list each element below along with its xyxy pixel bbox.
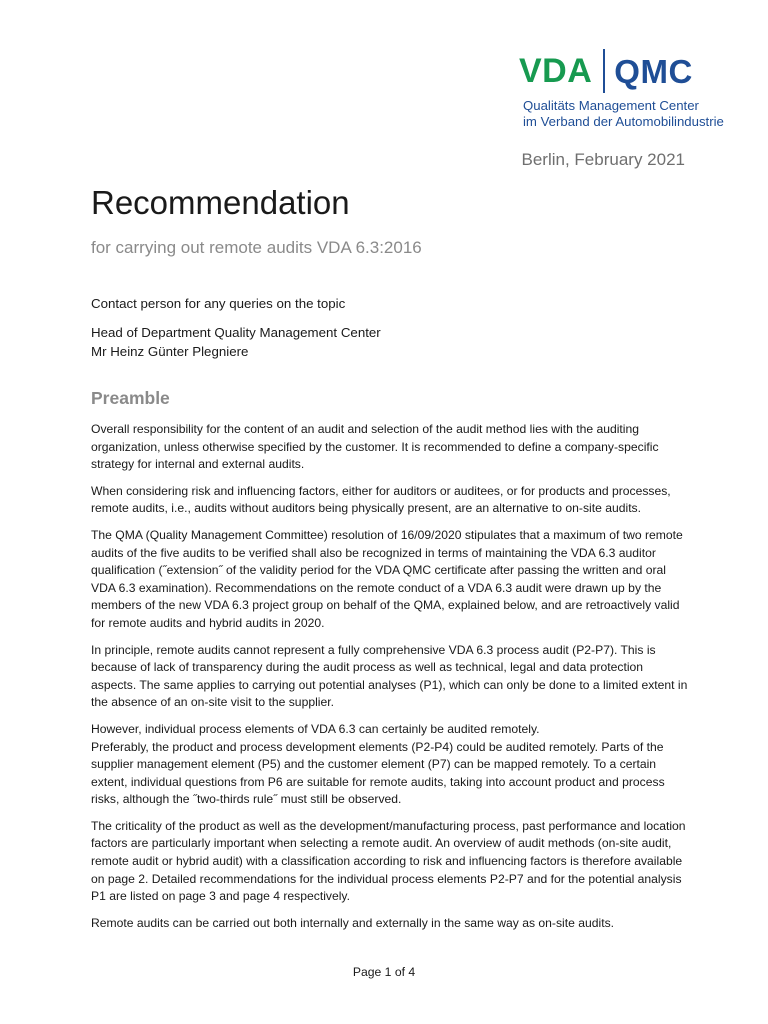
paragraph-line: However, individual process elements of VDA 6.3 can certainly be audited remotely. bbox=[91, 721, 540, 736]
paragraph: The criticality of the product as well as the development/manufacturing process, past performance and location factors are particularly important when selecting a remote audit. An overview of audit methods (on-site audit, remote audit or hybrid audit) with a classification according to risk and influencing factors is therefore available on page 2. Detailed recommendations for the individual process elements P2-P7 and for the potential analysis P1 are listed on page 3 and page 4 respectively. bbox=[91, 818, 686, 904]
paragraph: The QMA (Quality Management Committee) resolution of 16/09/2020 stipulates that a maximum of two remote audits of the five audits to be verified shall also be recognized in terms of maintaining the VDA 6.3 auditor qualification (˝extension˝ of the validity period for the VDA QMC certificate after passing the written and oral VDA 6.3 examination). Recommendations on the remote conduct of a VDA 6.3 audit were drawn up by the members of the new VDA 6.3 project group on behalf of the QMA, explained below, and are retroactively valid for remote audits and hybrid audits in 2020. bbox=[91, 527, 683, 630]
paragraph: In principle, remote audits cannot represent a fully comprehensive VDA 6.3 process audit (P2-P7). This is because of lack of transparency during the audit process as well as technical, legal and data protection aspects. The same applies to carrying out potential analyses (P1), which can only be done to a limited extent in the absence of an on-site visit to the supplier. bbox=[91, 642, 688, 710]
logo-wordmark bbox=[519, 48, 719, 94]
logo-divider bbox=[603, 49, 605, 93]
contact-role: Head of Department Quality Management Center bbox=[91, 325, 381, 340]
logo-vda-text: VDA bbox=[519, 52, 593, 90]
document-subtitle: for carrying out remote audits VDA 6.3:2016 bbox=[91, 238, 422, 257]
document-title: Recommendation bbox=[91, 184, 350, 221]
paragraph: When considering risk and influencing factors, either for auditors or auditees, or for products and processes, remote audits, i.e., audits without auditors being physically present, are an alternative to on-site audits. bbox=[91, 483, 671, 516]
paragraph: Remote audits can be carried out both internally and externally in the same way as on-site audits. bbox=[91, 915, 615, 930]
vda-qmc-logo bbox=[519, 48, 724, 130]
logo-subtitle-line2: im Verband der Automobilindustrie bbox=[523, 114, 724, 129]
contact-block bbox=[91, 294, 381, 361]
page-number: Page 1 of 4 bbox=[352, 965, 416, 979]
contact-intro: Contact person for any queries on the topic bbox=[91, 296, 346, 311]
preamble-heading: Preamble bbox=[91, 388, 170, 408]
document-date: Berlin, February 2021 bbox=[521, 150, 685, 169]
paragraph-line: Preferably, the product and process development elements (P2-P4) could be audited remotely. Parts of the supplier management element (P5) and the customer element (P7) can be mapped remotely. To a certain extent, individual questions from P6 are suitable for remote audits, taking into account product and process risks, although the ˝two-thirds rule˝ must still be observed. bbox=[91, 739, 665, 807]
paragraph: Overall responsibility for the content of an audit and selection of the audit method lies with the auditing organization, unless otherwise specified by the customer. It is recommended to define a company-specific strategy for internal and external audits. bbox=[91, 422, 659, 472]
preamble-body bbox=[91, 421, 691, 941]
logo-qmc-text: QMC bbox=[614, 52, 693, 90]
logo-subtitle-line1: Qualitäts Management Center bbox=[523, 98, 699, 113]
contact-name: Mr Heinz Günter Plegniere bbox=[91, 344, 249, 359]
paragraph bbox=[91, 721, 691, 809]
